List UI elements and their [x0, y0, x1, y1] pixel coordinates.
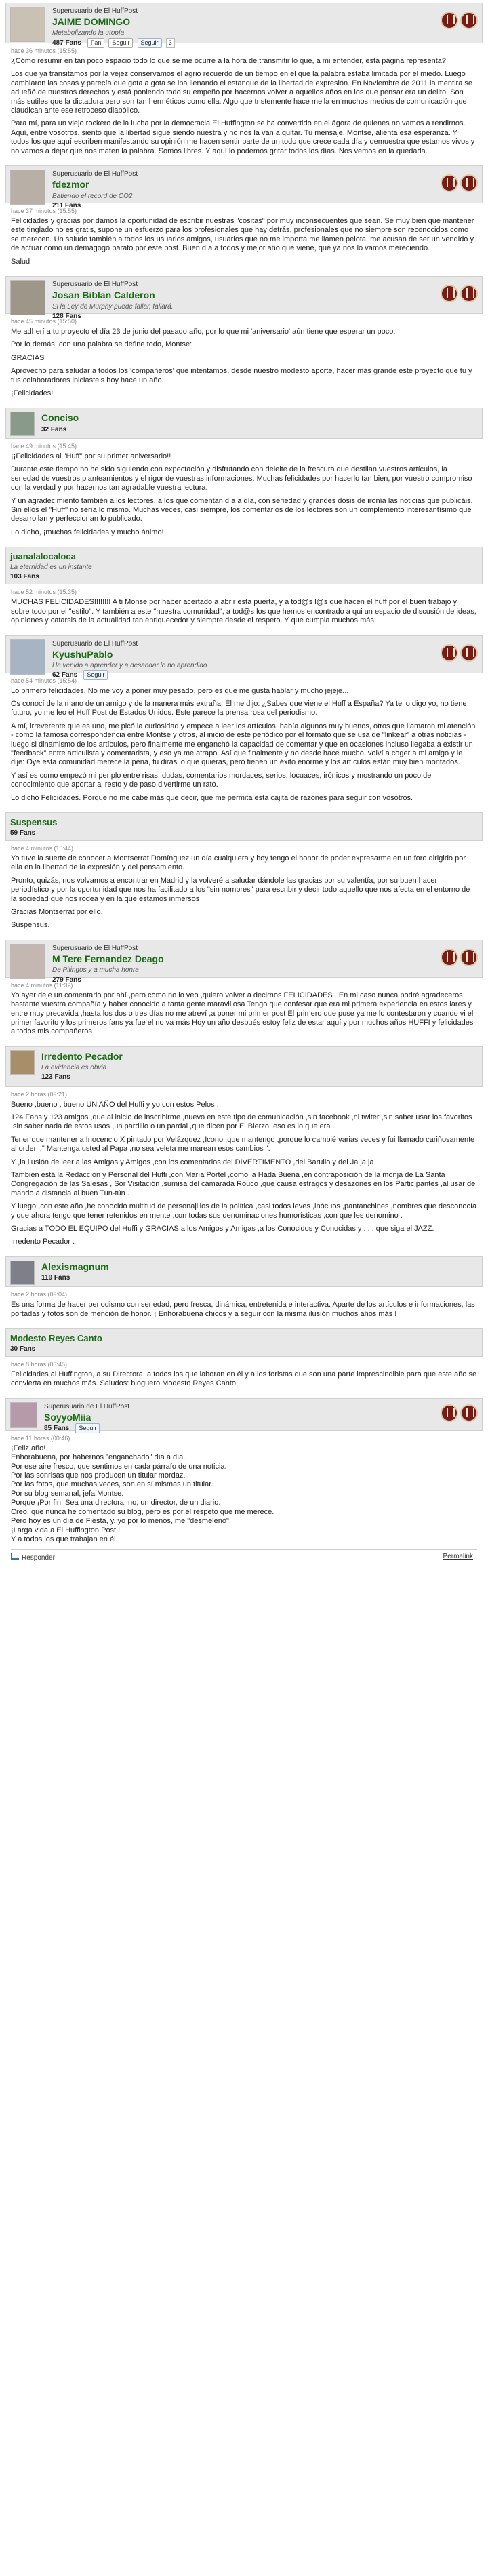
superuser-badge-icon	[441, 285, 458, 302]
superuser-badge-icon	[441, 174, 458, 192]
comment-paragraph: Bueno ,bueno , bueno UN AÑO del Huffi y yo con estos Pelos .	[11, 1100, 219, 1109]
comment-paragraph: Yo tuve la suerte de conocer a Montserrat Domínguez un día cualquiera y hoy tengo el honor de poder expresarme en un foro dirigido por ella en la libertad de la expresión y del pensamiento.	[11, 854, 466, 872]
fan-badge-icon	[460, 285, 478, 302]
comment	[5, 1046, 483, 1256]
comment-profile	[5, 408, 483, 438]
comment-timestamp: hace 8 horas (03:45)	[11, 1361, 68, 1368]
comment-paragraph: Pronto, quizás, nos volvamos a encontrar en Madrid y la volveré a saludar dándole las gracias por su valentía, por su buen hacer periodístico y por la oportunidad que nos ha facilitado a los "sin nombres" para escribir y decir todo aquello que nos afecta en el entorno de la sociedad que nos rodea y en la que estamos inmersos	[11, 876, 470, 903]
comment-paragraph: ¿Cómo resumir en tan poco espacio todo lo que se me ocurre a la hora de transmitir lo que, a mi entender, esta página representa?	[11, 56, 447, 65]
comment-paragraph: Lo dicho, ¡muchas felicidades y mucho ánimo!	[11, 528, 164, 536]
comment-paragraph: Irredento Pecador .	[11, 1237, 75, 1246]
comment-paragraph: Por su blog semanal, jefa Montse.	[11, 1489, 124, 1498]
fan-count: 30 Fans	[10, 1345, 36, 1353]
comment-paragraph: Felicidades y gracias por damos la oportunidad de escribir nuestras "cositas" por muy inconsecuentes que sean. Se muy bien que mantener este tinglado no es gratis, supone un esfuerzo para los profesionales que hay detrás, profesionales que no siempre son reconocidos como se merecen. Un saludo también a todos los usuarios amigos, usuarios que no me importa me llamen pelota, me acusan de ser un vendido y de actuar como un demagogo barato por este post. Buen día a todos y mejor año que viene, que ya nos lo vamos mereciendo.	[11, 217, 474, 253]
fan-button[interactable]: Fan	[87, 38, 105, 48]
comment-profile	[5, 547, 483, 584]
fan-count: 59 Fans	[10, 829, 36, 837]
comment	[5, 1256, 483, 1328]
comment-timestamp: hace 52 minutos (15:35)	[11, 589, 77, 596]
comment-timestamp: hace 45 minutos (15:50)	[11, 318, 77, 325]
fan-badge-icon	[460, 174, 478, 192]
comment-paragraph: 124 Fans y 123 amigos ,que al inicio de inscribirme ,nuevo en este tipo de comunicación ,sin facebook ,ni twiter ,sin saber usar los favoritos ,sin saber nada de estos usos ,un pardillo o un pardal ,que dicen por El Bierzo ,eso es lo que era .	[11, 1113, 472, 1131]
comment-profile	[5, 635, 483, 679]
fan-count: 103 Fans	[10, 573, 39, 581]
comment-profile	[5, 276, 483, 320]
reply-arrow-icon	[11, 1553, 19, 1560]
comment-paragraph: GRACIAS	[11, 353, 45, 362]
avatar[interactable]	[10, 944, 45, 979]
comment	[5, 408, 483, 547]
badges	[439, 174, 478, 195]
comment	[5, 812, 483, 940]
comment-timestamp: hace 54 minutos (15:54)	[11, 677, 77, 684]
comment-timestamp: hace 2 horas (09:21)	[11, 1090, 68, 1098]
twitter-count: 3	[166, 38, 175, 48]
username-link[interactable]: Irredento Pecador	[41, 1050, 123, 1062]
avatar[interactable]	[10, 1261, 35, 1285]
comment-timestamp: hace 37 minutos (15:55)	[11, 207, 77, 215]
comment-body	[11, 1301, 477, 1319]
fan-count: 62 Fans	[52, 671, 78, 679]
fan-badge-icon	[460, 1404, 478, 1422]
comment-timestamp: hace 11 horas (00:46)	[11, 1434, 70, 1442]
comment-profile	[5, 3, 483, 47]
fan-count: 119 Fans	[41, 1273, 70, 1282]
badges	[439, 1404, 478, 1425]
comment-body	[11, 854, 477, 930]
comment-paragraph: ¡Felicidades!	[11, 389, 54, 398]
user-role: Superusuario de El HuffPost	[52, 170, 138, 178]
reply-button[interactable]	[11, 1554, 55, 1562]
comment-timestamp: hace 49 minutos (15:45)	[11, 442, 77, 450]
comment	[5, 547, 483, 635]
username-link[interactable]: fdezmor	[52, 179, 89, 191]
comment-paragraph: ¡Larga vida a El Huffington Post !	[11, 1526, 121, 1534]
comment-paragraph: Aprovecho para saludar a todos los 'compañeros' que intentamos, desde nuestro modesto aporte, hacer más grande este proyecto que tú y tus colaboradores iniciasteis hoy hace un año.	[11, 367, 472, 384]
comment-footer	[11, 1549, 477, 1566]
avatar[interactable]	[10, 639, 45, 675]
avatar[interactable]	[10, 412, 35, 436]
avatar[interactable]	[10, 1402, 37, 1428]
badges	[439, 285, 478, 305]
comment	[5, 165, 483, 276]
username-link[interactable]: M Tere Fernandez Deago	[52, 953, 164, 965]
superuser-badge-icon	[441, 949, 458, 966]
comment-paragraph: Creo, que nunca he comentado su blog, pero es por el respeto que me merece.	[11, 1507, 274, 1516]
fan-count: 32 Fans	[41, 425, 67, 433]
user-motto: De Pilingos y a mucha honra	[52, 966, 139, 974]
reply-label: Responder	[22, 1554, 55, 1562]
username-link[interactable]: Conciso	[41, 412, 79, 424]
badges	[439, 644, 478, 665]
comment-paragraph: Porque ¡Por fin! Sea una directora, no, un director, de un diario.	[11, 1499, 221, 1507]
username-link[interactable]: KyushuPablo	[52, 648, 113, 660]
comment-paragraph: Pero hoy es un día de Fiesta, y, yo por lo menos, me "desmelenó".	[11, 1517, 231, 1526]
comment-paragraph: También está la Redacción y Personal del Huffi ,con María Portel ,como la Hada Buena ,en contraposición de la monja de La Santa Congregación de las Salesas , Sor Visitación ,sumisa del camarada Rouco ,que causa estragos y desazones en los Participantes ,al usar del mando a distancia al buen Tun-tún .	[11, 1170, 477, 1197]
fan-count: 85 Fans	[44, 1425, 70, 1433]
comment-profile	[5, 1398, 483, 1431]
fan-count: 128 Fans	[52, 312, 81, 320]
username-link[interactable]: JAIME DOMINGO	[52, 16, 131, 28]
comment-paragraph: Lo dicho Felicidades. Porque no me cabe más que decir, que me permita esta cajita de razones para seguir con vosotros.	[11, 793, 413, 802]
comment-paragraph: A mí, irreverente que es uno, me picó la curiosidad y empece a leer los artículos, había algunos muy buenos, otros que llamaron mi atención - como la famosa correspondencia entre Montse y otros, al inicio de este periódico por el formato que se usa de "linkear" a otras noticias - luego si dinamismo de los artículos, pero finalmente me enganchó la capacidad de comentar y que en ocasiones incluso llegaba a existir un "feedback" entre articulista y comentarista, y eso ya me atrapo. Así que finalmente y no desde hace mucho, volví a coger a mi amigo y le dije: Oye esta comunidad merece la pena, tu dirás lo que quieras, pero tienen un éxito enorme y los artículos están muy bien montados.	[11, 721, 476, 767]
comment-paragraph: Es una forma de hacer periodismo con seriedad, pero fresca, dinámica, entretenida e interactiva. Aparte de los artículos e informaciones, las portadas y fotos son de mención de honor. ¡ Enhorabuena chicos y a seguir con la misma ilusión muchos años más !	[11, 1301, 475, 1318]
comment-timestamp: hace 36 minutos (15:55)	[11, 47, 77, 54]
comment-paragraph: Tener que mantener a Inocencio X pintado por Velázquez ,Icono ,que mantengo ,porque lo cambié varias veces y fui llamado cariñosamente al orden ," Mantenga usted al Papa ,no sea veleta me marean esos cambios ".	[11, 1135, 475, 1153]
comment-body	[11, 1370, 477, 1389]
comment-paragraph: Me adherí a tu proyecto el día 23 de junio del pasado año, por lo que mi 'aniversario' aún tiene que esperar un poco.	[11, 328, 396, 336]
comment-paragraph: Por ese aire fresco, que sentimos en cada párrafo de una noticia.	[11, 1462, 227, 1471]
comment-paragraph: Felicidades al Huffington, a su Directora, a todos los que laboran en él y a los foristas que son una parte imprescindible para que este año se convierta en muchos más. Saludos: bloguero Modesto Reyes Canto.	[11, 1370, 477, 1388]
comment-paragraph: Por lo demás, con una palabra se define todo, Montse:	[11, 340, 192, 349]
superuser-badge-icon	[441, 1404, 458, 1422]
comment-paragraph: Os conocí de la mano de un amigo y de la manera más extraña. Él me dijo: ¿Sabes que viene el Huff a España? Ya te lo digo yo, no tiene futuro, yo me leo el Huff Post de Estados Unidos. Este parece la prensa rosa del periodismo.	[11, 699, 467, 717]
comment-paragraph: ¡Feliz año!	[11, 1444, 46, 1452]
comment-timestamp: hace 2 horas (09:04)	[11, 1291, 68, 1299]
user-motto: Si la Ley de Murphy puede fallar, fallará.	[52, 302, 174, 311]
comment-paragraph: Lo primero felicidades. No me voy a poner muy pesado, pero es que me gusta hablar y mucho jejeje...	[11, 686, 349, 695]
comment-profile	[5, 940, 483, 984]
username-link[interactable]: Suspensus	[10, 817, 58, 827]
comment-paragraph: Para mí, para un viejo rockero de la lucha por la democracia El Huffington se ha convertido en el ágora de quienes no vamos a rendirnos. Aquí, entre vosotros, siento que la libertad sigue siendo nuestra y no nos la van a quitar. Tu mensaje, Montse, alienta esa esperanza. Y todos los que aquí escriben manifestando su opinión me hacen sentir parte de un todo que crece cada día y demuestra que estamos vivos y no vamos a dejar que nos maten la palabra. Somos libres. Y aquí lo podemos gritar todos los días. Nos vemos en la quedada.	[11, 119, 475, 155]
comment-body	[11, 598, 477, 625]
username-link[interactable]: Modesto Reyes Canto	[10, 1333, 102, 1344]
user-motto: Metabolizando la utopía	[52, 29, 125, 37]
twitter-follow-button[interactable]: Seguir	[138, 38, 162, 48]
avatar[interactable]	[10, 7, 45, 42]
username-link[interactable]: juanalalocaloca	[10, 551, 76, 562]
comment-body	[11, 1444, 477, 1544]
comment-paragraph: Gracias Montserrat por ello.	[11, 908, 103, 917]
comment-paragraph: Por las sonrisas que nos producen un titular mordaz.	[11, 1471, 186, 1480]
user-role: Superusuario de El HuffPost	[52, 7, 138, 15]
comment	[5, 3, 483, 165]
comment-body	[11, 57, 477, 156]
fan-badge-icon	[460, 644, 478, 662]
username-link[interactable]: SoyyoMiia	[44, 1412, 92, 1423]
comment-paragraph: Y así es como empezó mi periplo entre risas, dudas, comentarios mordaces, serios, locuaces, irónicos y mostrando un poco de conocimiento que aportar al resto y de paso divertirme un rato.	[11, 771, 432, 789]
avatar[interactable]	[10, 170, 45, 205]
comment-profile	[5, 812, 483, 841]
comment-profile	[5, 1328, 483, 1357]
comment-profile	[5, 1256, 483, 1287]
badges	[439, 12, 478, 32]
user-role: Superusuario de El HuffPost	[52, 944, 138, 952]
superuser-badge-icon	[441, 644, 458, 662]
username-link[interactable]: Josan Biblan Calderon	[52, 290, 155, 301]
comment	[5, 1398, 483, 1572]
user-role: Superusuario de El HuffPost	[52, 639, 138, 648]
user-motto: He venido a aprender y a desandar lo no aprendido	[52, 662, 207, 670]
comment-paragraph: Y ,la ilusión de leer a las Amigas y Amigos ,con los comentarios del DIVERTIMENTO ,del Barullo y del Ja ja ja	[11, 1157, 374, 1166]
avatar[interactable]	[10, 1050, 35, 1075]
comment-paragraph: Gracias a TODO EL EQUIPO del Huffi y GRACIAS a los Amigos y Amigas ,a los Conocidos y Conocidas y . . . que siga el JAZZ.	[11, 1224, 434, 1233]
fan-count: 211 Fans	[52, 201, 81, 210]
fan-badge-icon	[460, 949, 478, 966]
user-role: Superusuario de El HuffPost	[52, 281, 138, 289]
superuser-badge-icon	[441, 12, 458, 29]
comment	[5, 276, 483, 408]
comment-paragraph: Yo ayer deje un comentario por ahí ,pero como no lo veo ,quiero volver a decirnos FELICIDADES . En mi caso nunca podré agradeceros bastante vuestra compañía y haber conocido a tanta gente maravillosa Tengo que confesar que era mi primera experiencia en estos lares y entre muy precavida ,hasta los dos o tres días no me atreví ,a poner mi primer post El primero que puse ya me lo contestaron y cuando vi el primer favorito y los primeros fans ya fue el no va más Hoy un año después estoy feliz de estar aquí y por muchos años HUFFI y felicidades a todos mis compañeros	[11, 991, 474, 1036]
fan-count: 279 Fans	[52, 976, 81, 984]
user-motto: La evidencia es obvia	[41, 1063, 107, 1071]
comment-body	[11, 452, 477, 537]
comment	[5, 940, 483, 1046]
user-motto: La eternidad es un instante	[10, 563, 92, 571]
avatar[interactable]	[10, 280, 45, 315]
badges	[439, 949, 478, 969]
comment-paragraph: Y luego ,con este año ,he conocido multitud de personajillos de la política ,casi todos leves ,inócuos ,pantanchines ,nombres que desconocía y que ahora tengo que tener retenidos en mente ,con todas sus denominaciones humorísticas ,con que les denomino .	[11, 1202, 477, 1220]
fan-count: 123 Fans	[41, 1073, 70, 1082]
user-motto: Batiendo el record de CO2	[52, 192, 133, 200]
comment-paragraph: Y a todos los que trabajan en él.	[11, 1534, 118, 1543]
comment-timestamp: hace 4 minutos (11:32)	[11, 981, 73, 989]
comment	[5, 1328, 483, 1398]
follow-button[interactable]: Seguir	[108, 38, 133, 48]
comment-paragraph: Salud	[11, 257, 30, 266]
comment-body	[11, 328, 477, 398]
comment-paragraph: Los que ya transitamos por la vejez conservamos el agrio recuerdo de un tiempo en el que la palabra estaba limitada por el miedo. Luego cambiaron las cosas y parecía que gota a gota se iba llenando el estanque de la libertad de expresión. En Noviembre de 2011 la mentira se adueñó de nuestros derechos y está poniendo todo su empeño por hacernos volver a aquellos años en los que pensar era un delito. Son más sutiles que la dictadura pero son tan herméticos como ella. Algo que tristemente hace mella en muchos medios de comunicación que claudican ante ese retroceso diabólico.	[11, 70, 473, 115]
comment-paragraph: Enhorabuena, por habernos "enganchado" día a día.	[11, 1453, 186, 1462]
comment-body	[11, 991, 477, 1037]
comment	[5, 635, 483, 812]
comment-paragraph: Durante este tiempo no he sido siguiendo con expectación y disfrutando con deleite de la frescura que destilan vuestros artículos, la seriedad de vuestros planteamientos y el rigor de vuestras informaciones. Muchas felicidades por hacerlo tan bien, por vuestro compromiso con la verdad y por hacernos tan agradable vuestra lectura.	[11, 465, 472, 492]
comment-paragraph: MUCHAS FELICIDADES!!!!!!!! A ti Monse por haber acertado a abrir esta puerta, y a tod@s l@s que hacen el huff por el buen trabajo y sobre todo por el "estilo". Y también a este "nuestra comunidad", a tod@s los que hemos encontrado a qui un espacio de discusión de ideas, opiniones y catarsis de la actualidad tan enriquecedor y siempre desde el respeto. Y que cumpla muchos más!	[11, 598, 476, 625]
comment-body	[11, 687, 477, 803]
fan-badge-icon	[460, 12, 478, 29]
comment-timestamp: hace 4 minutos (15:44)	[11, 845, 74, 852]
comment-body	[11, 217, 477, 266]
comment-profile	[5, 1046, 483, 1087]
comment-paragraph: Suspensus.	[11, 921, 50, 930]
twitter-follow-button[interactable]: Seguir	[75, 1423, 100, 1433]
permalink-link[interactable]: Permalink	[443, 1553, 473, 1561]
comment-paragraph: Por las fotos, que muchas veces, son en sí mismas un titular.	[11, 1480, 214, 1489]
user-role: Superusuario de El HuffPost	[44, 1402, 130, 1410]
comment-paragraph: ¡¡Felicidades al "Huff" por su primer aniversario!!	[11, 452, 171, 460]
comment-body	[11, 1101, 477, 1247]
twitter-follow-button[interactable]: Seguir	[83, 670, 108, 680]
comment-profile	[5, 165, 483, 210]
username-link[interactable]: Alexismagnum	[41, 1261, 109, 1272]
comment-paragraph: Y un agradecimiento también a los lectores, a los que comentan día a día, con seriedad y grandes dosis de ironía las noticias que publicáis. Sin ellos el "Huff" no sería lo mismo. Muchas veces, casi siempre, los comentarios de los lectores son un complemento interesantísimo que desarrollan y perfeccionan lo publicado.	[11, 496, 473, 523]
fan-count: 487 Fans	[52, 39, 81, 47]
